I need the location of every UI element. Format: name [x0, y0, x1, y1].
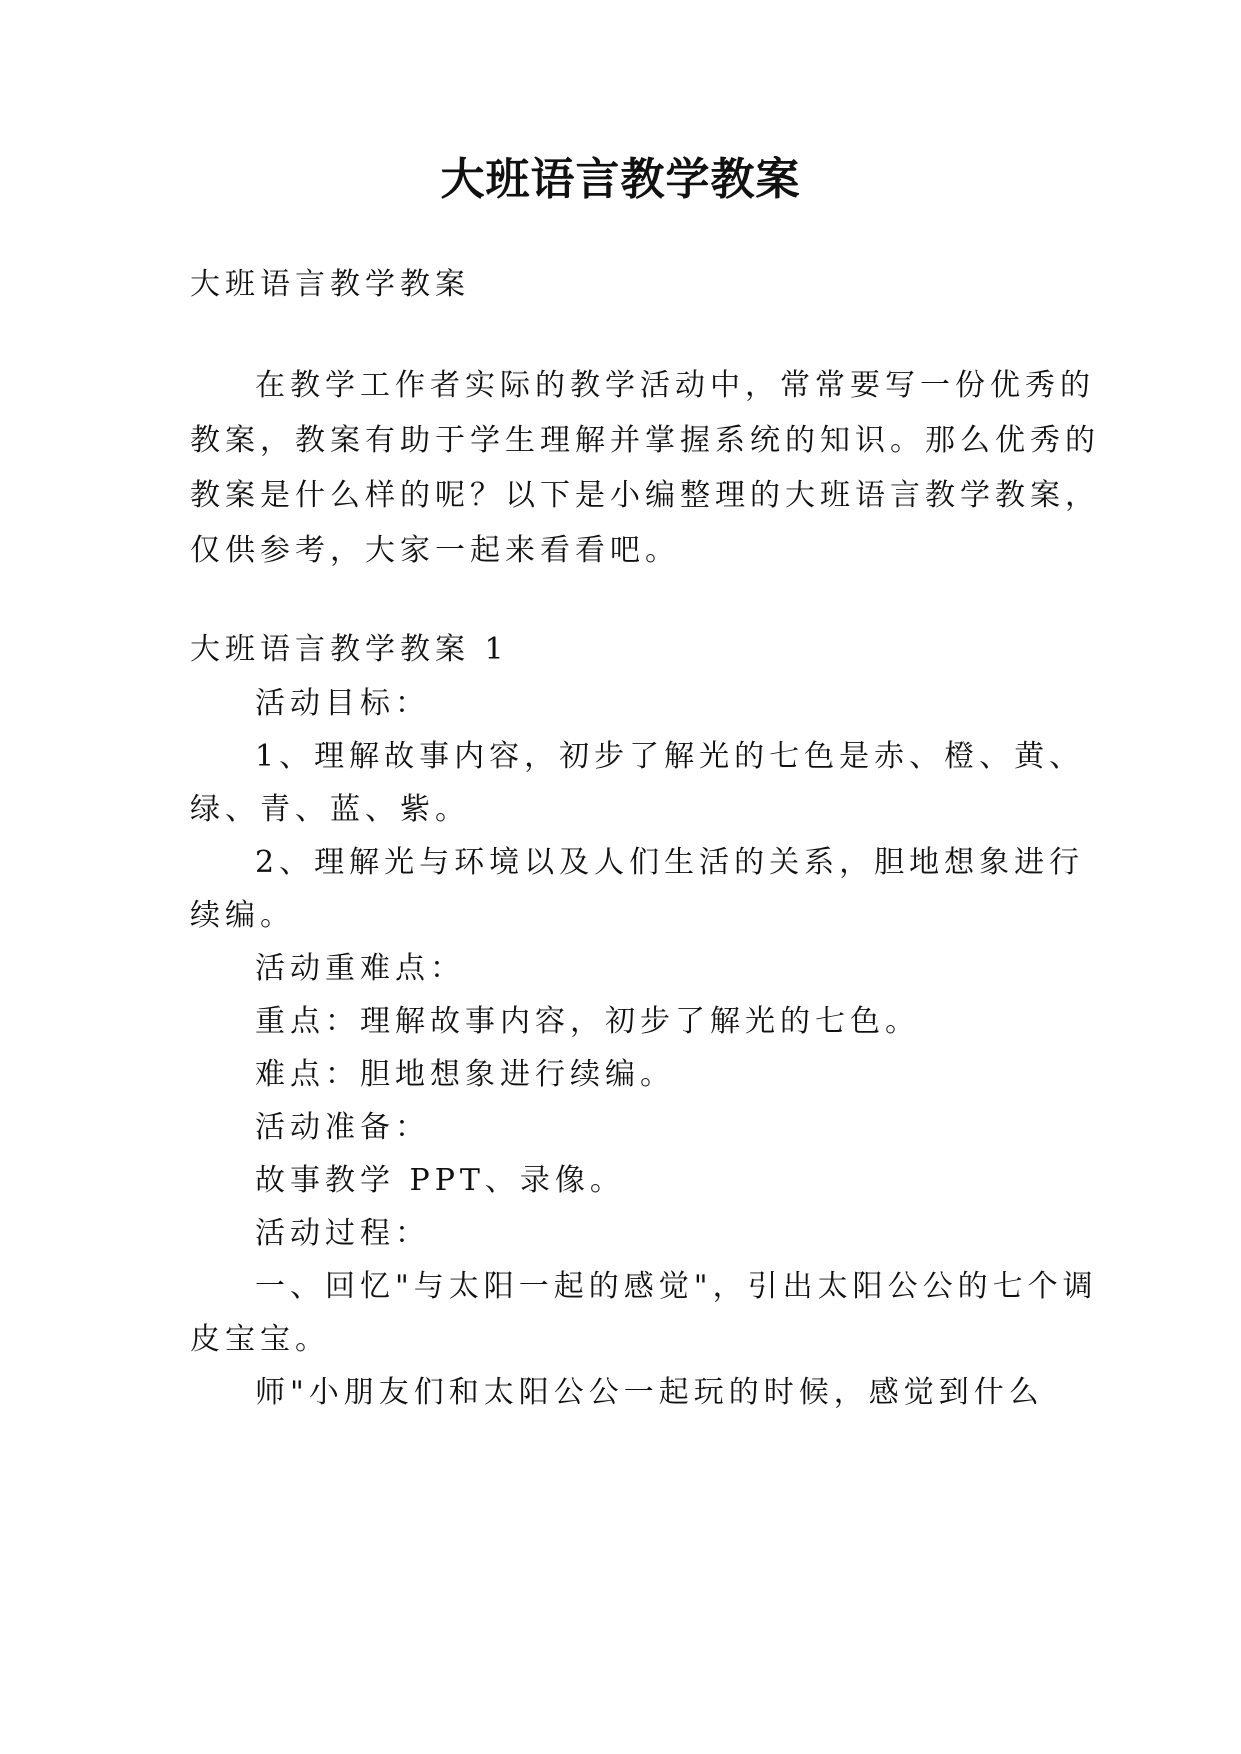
goal-2-line-1: 2、理解光与环境以及人们生活的关系，胆地想象进行	[255, 845, 1085, 880]
goal-1-line-2: 绿、青、蓝、紫。	[190, 792, 470, 827]
intro-line-3: 教案是什么样的呢？以下是小编整理的大班语言教学教案，	[190, 478, 1100, 513]
section-heading: 大班语言教学教案 1	[190, 632, 509, 667]
goal-2-line-2: 续编。	[190, 898, 295, 933]
intro-line-2: 教案，教案有助于学生理解并掌握系统的知识。那么优秀的	[190, 423, 1100, 458]
process-heading: 活动过程：	[255, 1216, 430, 1251]
process-step-1-line-2: 皮宝宝。	[190, 1322, 330, 1357]
key-point: 重点：理解故事内容，初步了解光的七色。	[255, 1004, 920, 1039]
goal-heading: 活动目标：	[255, 686, 430, 721]
document-title: 大班语言教学教案	[440, 154, 801, 205]
process-step-1-line-1: 一、回忆"与太阳一起的感觉"，引出太阳公公的七个调	[255, 1269, 1098, 1304]
key-points-heading: 活动重难点：	[255, 951, 465, 986]
intro-line-4: 仅供参考，大家一起来看看吧。	[190, 533, 680, 568]
intro-line-1: 在教学工作者实际的教学活动中，常常要写一份优秀的	[255, 368, 1095, 403]
difficult-point: 难点：胆地想象进行续编。	[255, 1057, 675, 1092]
preparation-item: 故事教学 PPT、录像。	[255, 1163, 625, 1198]
preparation-heading: 活动准备：	[255, 1110, 430, 1145]
subtitle-line: 大班语言教学教案	[190, 267, 470, 302]
teacher-dialogue-line: 师"小朋友们和太阳公公一起玩的时候，感觉到什么	[255, 1375, 1044, 1410]
goal-1-line-1: 1、理解故事内容，初步了解光的七色是赤、橙、黄、	[255, 739, 1085, 774]
